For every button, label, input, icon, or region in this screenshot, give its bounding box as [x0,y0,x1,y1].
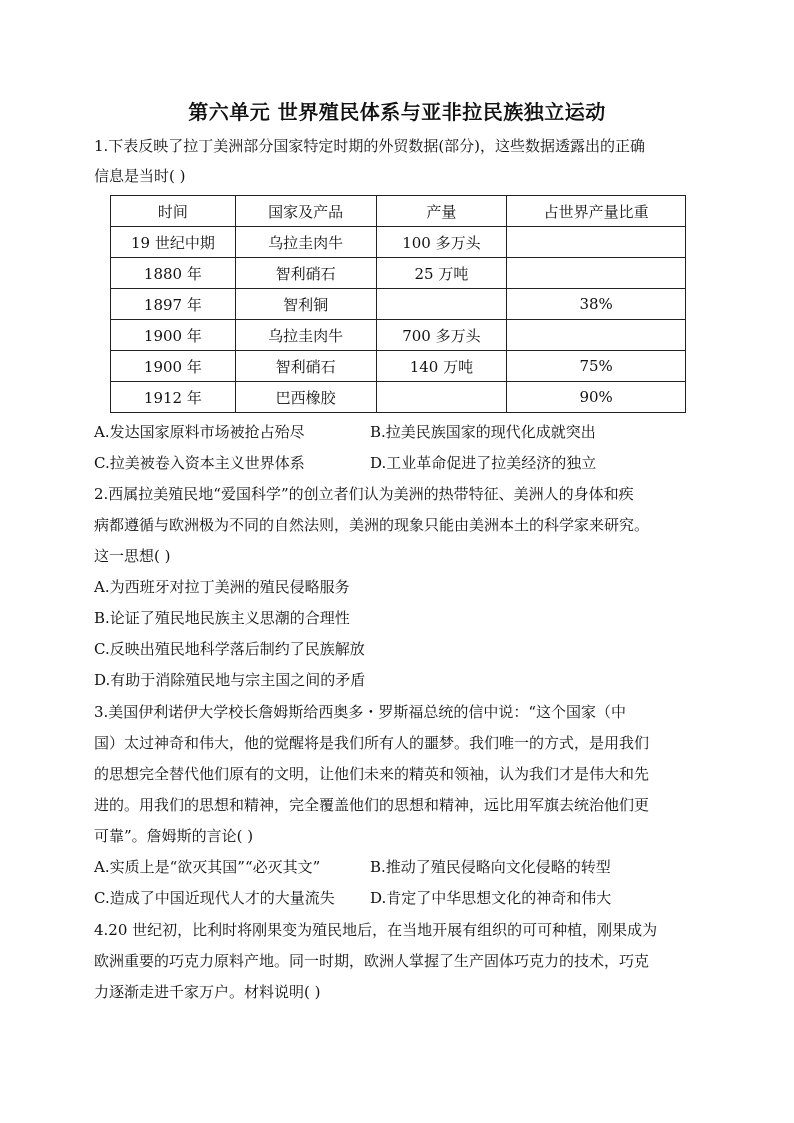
table-cell: 1912 年 [111,382,236,413]
table-cell: 100 多万头 [376,227,507,258]
table-cell: 1897 年 [111,289,236,320]
q3-option-d: D.肯定了中华思想文化的神奇和伟大 [370,889,612,907]
table-cell: 25 万吨 [376,258,507,289]
q4-stem-line-1: 4.20 世纪初，比利时将刚果变为殖民地后，在当地开展有组织的可可种植，刚果成为 [94,921,658,939]
q3-options-row-2 [94,888,611,908]
q1-option-c: C.拉美被卷入资本主义世界体系 [94,454,305,472]
table-cell: 75% [507,351,686,382]
table-row [111,289,686,320]
q3-options-row-1 [94,857,611,877]
table-header-cell: 时间 [111,196,236,227]
table-cell: 90% [507,382,686,413]
table-row [111,258,686,289]
table-cell [376,289,507,320]
q2-stem-line-1: 2.西属拉美殖民地“爱国科学”的创立者们认为美洲的热带特征、美洲人的身体和疾 [94,485,634,503]
q4-stem-line-3: 力逐渐走进千家万户。材料说明( ) [94,983,321,1001]
q3-stem-line-3: 的思想完全替代他们原有的文明，让他们未来的精英和领袖，认为我们才是伟大和先 [94,765,650,783]
q1-option-d: D.工业革命促进了拉美经济的独立 [370,454,597,472]
q2-stem-line-2: 病都遵循与欧洲极为不同的自然法则，美洲的现象只能由美洲本土的科学家来研究。 [94,516,650,534]
q3-option-b: B.推动了殖民侵略向文化侵略的转型 [370,858,611,876]
q3-option-c: C.造成了中国近现代人才的大量流失 [94,889,335,907]
table-cell [507,320,686,351]
q3-stem-line-2: 国）太过神奇和伟大，他的觉醒将是我们所有人的噩梦。我们唯一的方式，是用我们 [94,734,650,752]
q1-option-b: B.拉美民族国家的现代化成就突出 [370,423,596,441]
q3-stem-line-1: 3.美国伊利诺伊大学校长詹姆斯给西奥多・罗斯福总统的信中说：“这个国家（中 [94,703,626,721]
q1-options-row-1 [94,422,596,442]
table-cell: 1880 年 [111,258,236,289]
q3-stem-line-5: 可靠”。詹姆斯的言论( ) [94,827,254,845]
q2-option-b: B.论证了殖民地民族主义思潮的合理性 [94,609,350,627]
table-row [111,320,686,351]
table-cell: 19 世纪中期 [111,227,236,258]
table-row [111,351,686,382]
table-cell: 智利硝石 [235,258,376,289]
page-title: 第六单元 世界殖民体系与亚非拉民族独立运动 [188,100,606,124]
table-cell: 140 万吨 [376,351,507,382]
table-cell: 乌拉圭肉牛 [235,227,376,258]
table-cell [507,227,686,258]
table-cell: 700 多万头 [376,320,507,351]
q1-stem-line-1: 1.下表反映了拉丁美洲部分国家特定时期的外贸数据(部分)，这些数据透露出的正确 [94,137,646,155]
q2-option-c: C.反映出殖民地科学落后制约了民族解放 [94,640,365,658]
q3-option-a: A.实质上是“欲灭其国”“必灭其文” [94,858,321,876]
q2-option-a: A.为西班牙对拉丁美洲的殖民侵略服务 [94,578,350,596]
q1-stem-line-2: 信息是当时( ) [94,167,186,185]
table-cell: 巴西橡胶 [235,382,376,413]
table-header-cell: 占世界产量比重 [507,196,686,227]
q1-option-a: A.发达国家原料市场被抢占殆尽 [94,423,305,441]
table-cell: 乌拉圭肉牛 [235,320,376,351]
q1-options-row-2 [94,453,596,473]
table-cell: 1900 年 [111,351,236,382]
table-cell: 1900 年 [111,320,236,351]
q2-stem-line-3: 这一思想( ) [94,547,171,565]
table-row [111,382,686,413]
table-cell [507,258,686,289]
table-header-cell: 产量 [376,196,507,227]
table-header-row [111,196,686,227]
q3-stem-line-4: 进的。用我们的思想和精神，完全覆盖他们的思想和精神，远比用军旗去统治他们更 [94,796,650,814]
q4-stem-line-2: 欧洲重要的巧克力原料产地。同一时期，欧洲人掌握了生产固体巧克力的技术，巧克 [94,952,650,970]
table-cell: 38% [507,289,686,320]
table-header-cell: 国家及产品 [235,196,376,227]
q2-option-d: D.有助于消除殖民地与宗主国之间的矛盾 [94,671,366,689]
table-cell: 智利硝石 [235,351,376,382]
trade-data-table [110,195,686,413]
table-cell: 智利铜 [235,289,376,320]
table-row [111,227,686,258]
table-cell [376,382,507,413]
